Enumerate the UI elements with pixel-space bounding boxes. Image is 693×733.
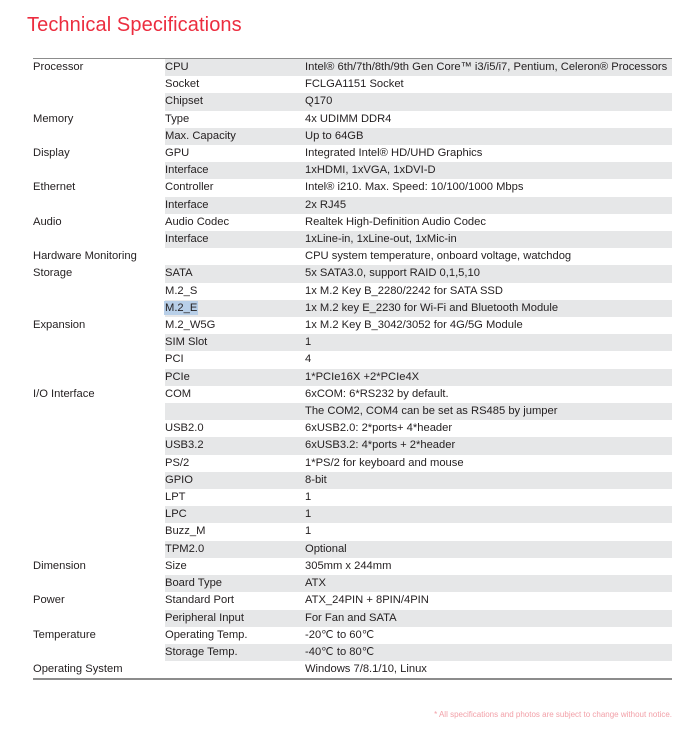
table-row [33,437,672,454]
table-row [33,541,672,558]
spec-subcategory-cell: Board Type [165,575,305,592]
spec-value-cell: 2x RJ45 [305,197,672,214]
table-row [33,162,672,179]
spec-value-cell: 4x UDIMM DDR4 [305,111,672,128]
spec-subcategory-cell: M.2_W5G [165,317,305,334]
spec-value-cell: CPU system temperature, onboard voltage, watchdog [305,248,672,265]
spec-value-cell: 5x SATA3.0, support RAID 0,1,5,10 [305,265,672,282]
spec-category-cell [33,197,165,214]
spec-subcategory-cell: Peripheral Input [165,610,305,627]
spec-value-cell: Intel® i210. Max. Speed: 10/100/1000 Mbps [305,179,672,196]
spec-subcategory-cell: CPU [165,59,305,77]
spec-subcategory-cell: SIM Slot [165,334,305,351]
spec-subcategory-cell: Operating Temp. [165,627,305,644]
spec-subcategory-cell [165,248,305,265]
table-row [33,420,672,437]
spec-value-cell: Realtek High-Definition Audio Codec [305,214,672,231]
spec-value-cell: 6xUSB3.2: 4*ports + 2*header [305,437,672,454]
spec-value-cell: For Fan and SATA [305,610,672,627]
spec-category-cell [33,437,165,454]
spec-category-cell [33,283,165,300]
spec-value-cell: 1*PS/2 for keyboard and mouse [305,455,672,472]
spec-subcategory-cell: Socket [165,76,305,93]
table-row [33,472,672,489]
table-row [33,610,672,627]
spec-subcategory-cell [165,300,305,317]
spec-value-cell: FCLGA1151 Socket [305,76,672,93]
spec-subcategory-cell: Interface [165,197,305,214]
spec-category-cell [33,369,165,386]
spec-subcategory-cell: COM [165,386,305,403]
spec-subcategory-cell: Storage Temp. [165,644,305,661]
spec-subcategory-cell [165,661,305,679]
table-row [33,558,672,575]
table-row [33,248,672,265]
page-title: Technical Specifications [27,14,242,36]
spec-category-cell: Temperature [33,627,165,644]
table-row [33,300,672,317]
spec-category-cell: Hardware Monitoring [33,248,165,265]
table-row [33,93,672,110]
table-row [33,523,672,540]
spec-category-cell: Ethernet [33,179,165,196]
selected-text-highlight: M.2_E [165,301,198,314]
spec-subcategory-cell: PCI [165,351,305,368]
spec-subcategory-cell: Type [165,111,305,128]
table-row [33,627,672,644]
table-row [33,489,672,506]
spec-category-cell [33,403,165,420]
spec-subcategory-cell [165,403,305,420]
spec-subcategory-cell: Size [165,558,305,575]
spec-subcategory-cell: LPT [165,489,305,506]
spec-subcategory-cell: LPC [165,506,305,523]
table-row [33,592,672,609]
spec-subcategory-cell: M.2_S [165,283,305,300]
table-row [33,179,672,196]
spec-subcategory-cell: Buzz_M [165,523,305,540]
spec-category-cell [33,231,165,248]
spec-value-cell: 6xCOM: 6*RS232 by default. [305,386,672,403]
spec-value-cell: 1x M.2 key E_2230 for Wi-Fi and Bluetooth Module [305,300,672,317]
spec-value-cell: 1 [305,506,672,523]
table-row [33,231,672,248]
table-row [33,317,672,334]
spec-subcategory-cell: Interface [165,231,305,248]
spec-value-cell: -40℃ to 80℃ [305,644,672,661]
table-row [33,111,672,128]
spec-subcategory-cell: Controller [165,179,305,196]
table-row [33,386,672,403]
spec-subcategory-cell: GPU [165,145,305,162]
spec-value-cell: 1 [305,523,672,540]
table-row [33,76,672,93]
spec-value-cell: 1x M.2 Key B_3042/3052 for 4G/5G Module [305,317,672,334]
table-row [33,506,672,523]
table-row [33,334,672,351]
table-row [33,575,672,592]
spec-category-cell: I/O Interface [33,386,165,403]
spec-category-cell: Expansion [33,317,165,334]
spec-category-cell [33,506,165,523]
spec-value-cell: Optional [305,541,672,558]
spec-value-cell: 1xLine-in, 1xLine-out, 1xMic-in [305,231,672,248]
spec-category-cell: Memory [33,111,165,128]
spec-value-cell: 4 [305,351,672,368]
spec-category-cell: Operating System [33,661,165,679]
table-row [33,351,672,368]
spec-subcategory-cell: USB2.0 [165,420,305,437]
spec-category-cell: Audio [33,214,165,231]
specifications-table-container [33,58,672,680]
spec-value-cell: 1xHDMI, 1xVGA, 1xDVI-D [305,162,672,179]
spec-subcategory-cell: Standard Port [165,592,305,609]
spec-category-cell: Storage [33,265,165,282]
spec-subcategory-cell: SATA [165,265,305,282]
table-row [33,214,672,231]
spec-category-cell [33,523,165,540]
spec-value-cell: 1 [305,334,672,351]
spec-value-cell: 305mm x 244mm [305,558,672,575]
spec-subcategory-cell: GPIO [165,472,305,489]
table-row [33,455,672,472]
spec-category-cell: Processor [33,59,165,77]
spec-category-cell [33,610,165,627]
table-row [33,128,672,145]
spec-value-cell: Intel® 6th/7th/8th/9th Gen Core™ i3/i5/i7, Pentium, Celeron® Processors [305,59,672,77]
specifications-table [33,58,672,680]
spec-category-cell [33,334,165,351]
spec-subcategory-cell: Audio Codec [165,214,305,231]
spec-value-cell: Q170 [305,93,672,110]
spec-category-cell [33,351,165,368]
spec-subcategory-cell: PS/2 [165,455,305,472]
footer-disclaimer: * All specifications and photos are subject to change without notice. [434,710,672,719]
table-row [33,283,672,300]
spec-value-cell: Windows 7/8.1/10, Linux [305,661,672,679]
spec-category-cell [33,128,165,145]
table-row [33,644,672,661]
spec-subcategory-cell: PCIe [165,369,305,386]
specifications-table-body [33,59,672,680]
table-row [33,59,672,77]
table-row [33,145,672,162]
spec-category-cell [33,76,165,93]
spec-value-cell: 8-bit [305,472,672,489]
spec-category-cell [33,300,165,317]
spec-category-cell [33,644,165,661]
spec-category-cell: Power [33,592,165,609]
spec-value-cell: 1*PCIe16X +2*PCIe4X [305,369,672,386]
spec-value-cell: 6xUSB2.0: 2*ports+ 4*header [305,420,672,437]
spec-value-cell: ATX [305,575,672,592]
spec-category-cell [33,472,165,489]
spec-value-cell: Up to 64GB [305,128,672,145]
table-row [33,403,672,420]
spec-value-cell: 1 [305,489,672,506]
spec-category-cell: Dimension [33,558,165,575]
spec-category-cell [33,489,165,506]
spec-category-cell [33,455,165,472]
spec-value-cell: ATX_24PIN + 8PIN/4PIN [305,592,672,609]
spec-category-cell [33,541,165,558]
table-row [33,265,672,282]
spec-subcategory-cell: Max. Capacity [165,128,305,145]
spec-value-cell: 1x M.2 Key B_2280/2242 for SATA SSD [305,283,672,300]
table-row [33,661,672,679]
table-row [33,197,672,214]
spec-subcategory-cell: Chipset [165,93,305,110]
spec-category-cell [33,575,165,592]
spec-category-cell [33,162,165,179]
spec-category-cell [33,93,165,110]
spec-subcategory-cell: USB3.2 [165,437,305,454]
spec-value-cell: -20℃ to 60℃ [305,627,672,644]
spec-value-cell: Integrated Intel® HD/UHD Graphics [305,145,672,162]
table-row [33,369,672,386]
spec-value-cell: The COM2, COM4 can be set as RS485 by jumper [305,403,672,420]
spec-subcategory-cell: TPM2.0 [165,541,305,558]
spec-category-cell: Display [33,145,165,162]
spec-category-cell [33,420,165,437]
spec-subcategory-cell: Interface [165,162,305,179]
